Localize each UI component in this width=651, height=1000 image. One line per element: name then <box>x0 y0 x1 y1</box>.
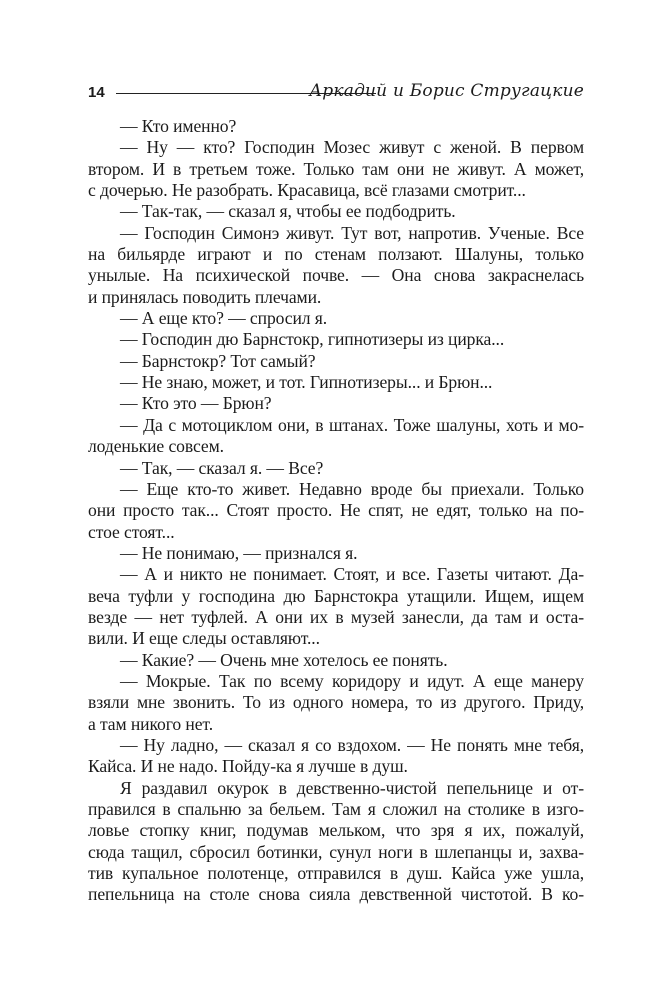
text-line: лоденькие совсем. <box>88 436 224 457</box>
text-line: — Господин дю Барнстокр, гипнотизеры из цирка... <box>120 329 505 350</box>
text-line: — Еще кто-то живет. Недавно вроде бы приехали. Только <box>120 478 584 499</box>
text-line: вили. И еще следы оставляют... <box>88 628 320 649</box>
body-text <box>88 116 584 906</box>
text-line: веча туфли у господина дю Барнстокра утащили. Ищем, ищем <box>88 585 584 606</box>
text-line: — Так, — сказал я. — Все? <box>120 457 324 478</box>
text-line: — Ну ладно, — сказал я со вздохом. — Не понять мне тебя, <box>120 734 584 755</box>
text-line: — Кто это — Брюн? <box>120 393 272 414</box>
text-line: везде — нет туфлей. А они их в музей занесли, да там и оста- <box>88 606 584 627</box>
text-line: — Так-так, — сказал я, чтобы ее подбодрить. <box>120 201 456 222</box>
text-line: Я раздавил окурок в девственно-чистой пепельнице и от- <box>120 777 584 798</box>
text-line: — Мокрые. Так по всему коридору и идут. А еще манеру <box>120 670 584 691</box>
text-line: — Кто именно? <box>120 116 237 136</box>
running-head <box>88 76 584 110</box>
text-line: — Ну — кто? Господин Мозес живут с женой. В первом <box>120 137 584 158</box>
text-line: — Не знаю, может, и тот. Гипнотизеры... и Брюн... <box>120 372 493 393</box>
text-line: унылые. На психической почве. — Она снова закраснелась <box>88 265 584 286</box>
text-line: тив купальное полотенце, отправился в душ. Кайса уже ушла, <box>88 863 584 884</box>
text-line: Кайса. И не надо. Пойду-ка я лучше в душ. <box>88 756 408 777</box>
text-line: и принялась поводить плечами. <box>88 286 322 307</box>
text-line: правился в спальню за бельем. Там я сложил на столике в изго- <box>88 799 584 819</box>
text-line: — А и никто не понимает. Стоят, и все. Газеты читают. Да- <box>120 564 584 585</box>
page-number: 14 <box>88 84 105 101</box>
text-line: стое стоят... <box>88 521 175 542</box>
running-title: Аркадий и Борис Стругацкие <box>309 81 584 101</box>
text-line: — Не понимаю, — признался я. <box>120 542 358 563</box>
text-line: сюда тащил, сбросил ботинки, сунул ноги в шлепанцы и, захва- <box>88 841 584 862</box>
text-line: — А еще кто? — спросил я. <box>120 308 328 329</box>
text-line: — Барнстокр? Тот самый? <box>120 350 316 371</box>
text-line: — Да с мотоциклом они, в штанах. Тоже шалуны, хоть и мо- <box>120 414 584 435</box>
text-line: с дочерью. Не разобрать. Красавица, всё глазами смотрит... <box>88 180 526 201</box>
text-line: ловье стопку книг, подумав мельком, что зря я их, пожалуй, <box>88 820 584 841</box>
text-line: взяли мне звонить. То из одного номера, то из другого. Приду, <box>88 692 584 713</box>
text-line: втором. И в третьем тоже. Только там они не живут. А может, <box>88 158 584 179</box>
text-line: а там никого нет. <box>88 713 213 734</box>
text-line: — Господин Симонэ живут. Тут вот, напротив. Ученые. Все <box>120 222 584 243</box>
text-line: на бильярде играют и по стенам ползают. Шалуны, только <box>88 244 584 265</box>
text-line: они просто так... Стоят просто. Не спят, не едят, только на по- <box>88 500 584 521</box>
text-line: пепельница на столе снова сияла девственной чистотой. В ко- <box>88 884 584 905</box>
text-line: — Какие? — Очень мне хотелось ее понять. <box>120 649 448 670</box>
